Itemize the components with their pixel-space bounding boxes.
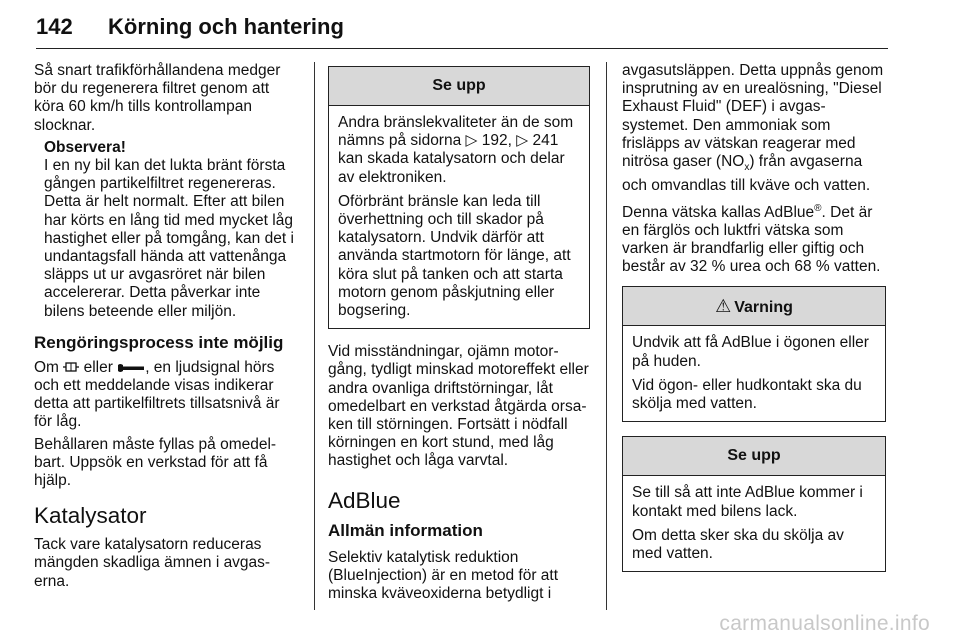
page-number: 142	[36, 14, 73, 39]
column-divider-2	[606, 62, 607, 610]
section-heading-cleaning: Rengöringsprocess inte möjlig	[34, 332, 284, 352]
caution-box	[328, 66, 590, 329]
page-reference-icon: ▷	[465, 132, 478, 150]
intro-paragraph: Så snart trafikförhållandena medger bör du regenerera filtret genom att köra 60 km/h tills kontrollampan slocknar.	[34, 62, 281, 134]
adblue-description-paragraph: Denna vätska kallas AdBlue®. Det är en färglös och luktfri vätska som varken är brandfarlig eller giftig och består av 32 % urea och 68 % vatten.	[622, 202, 881, 276]
refill-paragraph: Behållaren måste fyllas på omedel-bart. Uppsök en verkstad för att få hjälp.	[34, 435, 277, 490]
note-block	[34, 139, 296, 321]
column-3	[622, 62, 886, 586]
caution-box-2-title: Se upp	[623, 437, 885, 476]
column-divider-1	[314, 62, 315, 610]
note-text: I en ny bil kan det lukta bränt första gången partikelfiltret regenereras. Detta är helt normalt. Efter att bilen har körts en lång tid med mycket låg hastighet eller på tomgång, kan det i undantagsfall hända att vattenånga släpps ut ur avgasröret när bilen accelererar. Detta påverkar inte bilens beteende eller miljön.	[44, 157, 294, 320]
particle-filter-icon	[63, 360, 79, 374]
caution-box-title: Se upp	[329, 67, 589, 106]
caution-2-paragraph-2: Om detta sker ska du skölja av med vatten.	[632, 526, 844, 562]
section-heading-catalyst: Katalysator	[34, 503, 147, 529]
column-1	[34, 62, 296, 595]
warning-box-title: ⚠ Varning	[623, 287, 885, 326]
column-2	[328, 62, 590, 607]
subheading-general-info: Allmän information	[328, 520, 483, 540]
note-title: Observera!	[44, 138, 126, 156]
section-heading-adblue: AdBlue	[328, 487, 401, 513]
page-header	[36, 8, 888, 49]
warning-triangle-icon: ⚠	[715, 296, 732, 317]
additive-wrench-icon	[117, 362, 145, 374]
adblue-process-paragraph: avgasutsläppen. Detta uppnås genom insprutning av en urealösning, "Diesel Exhaust Fluid" (DEF) i avgas-systemet. Den ammoniak som frisläpps av vätskan reagerar med nitrösa gaser $(NO_x)$ från avgaserna och omvandlas till kväve och vatten.	[622, 62, 884, 195]
caution-box-2	[622, 436, 886, 572]
caution-paragraph-1: Andra bränslekvaliteter än de som nämns på sidorna ▷ 192, ▷ 241 kan skada katalysatorn och delar av elektroniken.	[338, 114, 574, 186]
warning-paragraph-2: Vid ögon- eller hudkontakt ska du skölja med vatten.	[632, 376, 862, 413]
catalyst-paragraph: Tack vare katalysatorn reduceras mängden skadliga ämnen i avgas-erna.	[34, 536, 271, 590]
page-reference-icon: ▷	[516, 132, 529, 150]
caution-2-paragraph-1: Se till så att inte AdBlue kommer i kontakt med bilens lack.	[632, 484, 863, 520]
warning-box	[622, 286, 886, 422]
caution-paragraph-2: Oförbränt bränsle kan leda till överhettning och till skador på katalysatorn. Undvik därför att använda startmotorn för länge, att köra slut på tanken och att starta motorn genom påskjutning eller bogsering.	[338, 192, 571, 320]
misfire-paragraph: Vid misständningar, ojämn motor-gång, tydligt minskad motoreffekt eller andra ovanliga driftstörningar, låt omedelbart en verkstad åtgärda orsa-ken till störningen. Fortsätt i nödfall körningen en kort stund, med låg hastighet och låga varvtal.	[328, 343, 589, 470]
warning-paragraph-1: Undvik att få AdBlue i ögonen eller på huden.	[632, 334, 869, 370]
chapter-title: Körning och hantering	[108, 14, 344, 39]
scr-paragraph: Selektiv katalytisk reduktion (BlueInjection) är en metod för att minska kväveoxiderna betydligt i	[328, 548, 559, 603]
watermark: carmanualsonline.info	[719, 612, 930, 635]
cleaning-paragraph: Om eller , en ljudsignal hörs och ett meddelande visas indikerar detta att partikelfiltrets tillsatsnivå är för låg.	[34, 358, 280, 431]
